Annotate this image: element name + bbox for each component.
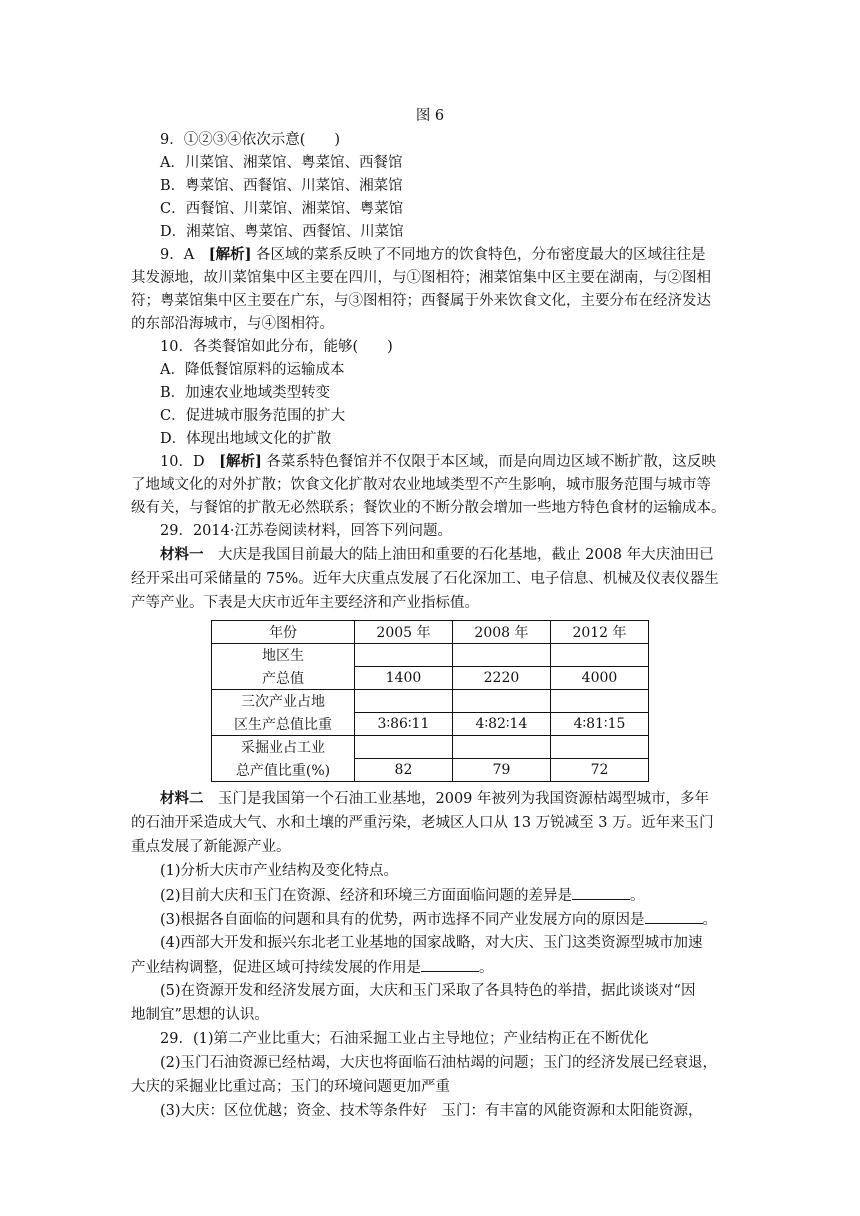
q29-subquestion-5-line-1: (5)在资源开发和经济发展方面，大庆和玉门采取了各具特色的举措，据此谈谈对“因 [160,983,696,999]
table-cell: 2220 [452,667,550,690]
table-header-cell: 2012 年 [550,621,648,644]
table-row-label: 三次产业占地 [212,690,355,713]
q10-analysis-line-3: 级有关，与餐馆的扩散无必然联系；餐饮业的不断分散会增加一些地方特色食材的运输成本。 [131,500,726,516]
table-row-label: 地区生 [212,644,355,667]
q10-option-c: C．促进城市服务范围的扩大 [160,408,346,424]
table-row [212,690,649,713]
q9-analysis-line-3: 符；粤菜馆集中区主要在广东，与③图相符；西餐属于外来饮食文化，主要分布在经济发达 [131,293,711,309]
q10-option-b: B．加速农业地域类型转变 [160,385,331,401]
q29-subquestion-1: (1)分析大庆市产业结构及变化特点。 [160,863,399,879]
table-row-label: 区生产总值比重 [212,713,355,736]
answer-blank [421,957,479,972]
q29-material2-line-2: 的石油开采造成大气、水和土壤的严重污染，老城区人口从 13 万锐减至 3 万。近年来玉门 [131,815,714,831]
q10-answer: 10．D [160,454,220,470]
table-row [212,713,649,736]
table-cell: 1400 [354,667,452,690]
q29-subquestion-5-line-2: 地制宜”思想的认识。 [131,1007,269,1023]
q29-answer-line-2: (2)玉门石油资源已经枯竭，大庆也将面临石油枯竭的问题；玉门的经济发展已经衰退， [160,1055,718,1071]
q9-stem: 9．①②③④依次示意( ) [160,132,341,148]
table-cell: 4∶82∶14 [452,713,550,736]
figure-caption: 图 6 [415,108,445,124]
q9-option-d: D．湘菜馆、粤菜馆、西餐馆、川菜馆 [160,224,404,240]
q29-subquestion-3: (3)根据各自面临的问题和具有的优势，两市选择不同产业发展方向的原因是 。 [160,909,730,930]
material2-tag: 材料二 [160,790,204,807]
table-cell: 79 [452,759,550,782]
table-row-label: 采掘业占工业 [212,736,355,759]
material1-tag: 材料一 [160,546,204,563]
q9-answer: 9．A [160,247,209,263]
q29-material2-line-1: 材料二 玉门是我国第一个石油工业基地，2009 年被列为我国资源枯竭型城市，多年 [160,790,710,807]
q9-analysis-tag: [解析] [208,246,252,263]
q9-option-c: C．西餐馆、川菜馆、湘菜馆、粤菜馆 [160,201,404,217]
q29-subquestion-4-line-1: (4)西部大开发和振兴东北老工业基地的国家战略，对大庆、玉门这类资源型城市加速 [160,935,703,951]
q29-material1-line-2: 经开采出可采储量的 75%。近年大庆重点发展了石化深加工、电子信息、机械及仪表仪器生 [131,571,719,587]
q29-subquestion-2: (2)目前大庆和玉门在资源、经济和环境三方面面临问题的差异是 。 [160,885,730,906]
table-row [212,644,649,667]
q9-analysis-line-4: 的东部沿海城市，与④图相符。 [131,316,334,332]
answer-blank [645,909,703,924]
q10-option-d: D．体现出地域文化的扩散 [160,431,332,447]
q29-material1-line-3: 产等产业。下表是大庆市近年主要经济和产业指标值。 [131,595,479,611]
table-row [212,736,649,759]
table-row-label: 总产值比重(%) [212,759,355,782]
table-cell: 4000 [550,667,648,690]
table-cell: 4∶81∶15 [550,713,648,736]
q10-stem: 10．各类餐馆如此分布，能够( ) [160,339,393,355]
table-row [212,667,649,690]
q29-material1-line-1: 材料一 大庆是我国目前最大的陆上油田和重要的石化基地，截止 2008 年大庆油田已 [160,546,714,563]
table-header-cell: 2008 年 [452,621,550,644]
table-cell: 82 [354,759,452,782]
q9-analysis-line-1: 9．A [解析] 各区域的菜系反映了不同地方的饮食特色，分布密度最大的区域往往是 [160,246,706,263]
q29-subquestion-4-line-2: 产业结构调整，促进区域可持续发展的作用是 。 [131,957,701,978]
answer-blank [572,885,630,900]
q10-analysis-line-1: 10．D [解析] 各菜系特色餐馆并不仅限于本区域，而是向周边区域不断扩散，这反映 [160,453,716,470]
q10-option-a: A．降低餐馆原料的运输成本 [160,362,345,378]
q10-analysis-line-2: 了地域文化的对外扩散；饮食文化扩散对农业地域类型不产生影响，城市服务范围与城市等 [131,477,711,493]
economic-indicator-table [211,620,649,782]
q9-option-b: B．粤菜馆、西餐馆、川菜馆、湘菜馆 [160,178,403,194]
q29-answer-line-3: 大庆的采掘业比重过高；玉门的环境问题更加严重 [131,1079,450,1095]
table-row [212,759,649,782]
table-header-row [212,621,649,644]
q10-analysis-tag: [解析] [219,453,262,470]
q29-material2-line-3: 重点发展了新能源产业。 [131,839,291,855]
q9-analysis-line-2: 其发源地，故川菜馆集中区主要在四川，与①图相符；湘菜馆集中区主要在湖南，与②图相 [131,270,711,286]
q29-answer-line-1: 29．(1)第二产业比重大；石油采掘工业占主导地位；产业结构正在不断优化 [160,1031,649,1047]
q29-answer-line-4: (3)大庆：区位优越；资金、技术等条件好 玉门：有丰富的风能资源和太阳能资源， [160,1103,703,1119]
table-cell: 3∶86∶11 [354,713,452,736]
table-header-cell: 年份 [212,621,355,644]
table-cell: 72 [550,759,648,782]
q9-option-a: A．川菜馆、湘菜馆、粤菜馆、西餐馆 [160,155,403,171]
table-row-label: 产总值 [212,667,355,690]
q29-stem: 29．2014·江苏卷阅读材料，回答下列问题。 [160,523,452,539]
table-header-cell: 2005 年 [354,621,452,644]
